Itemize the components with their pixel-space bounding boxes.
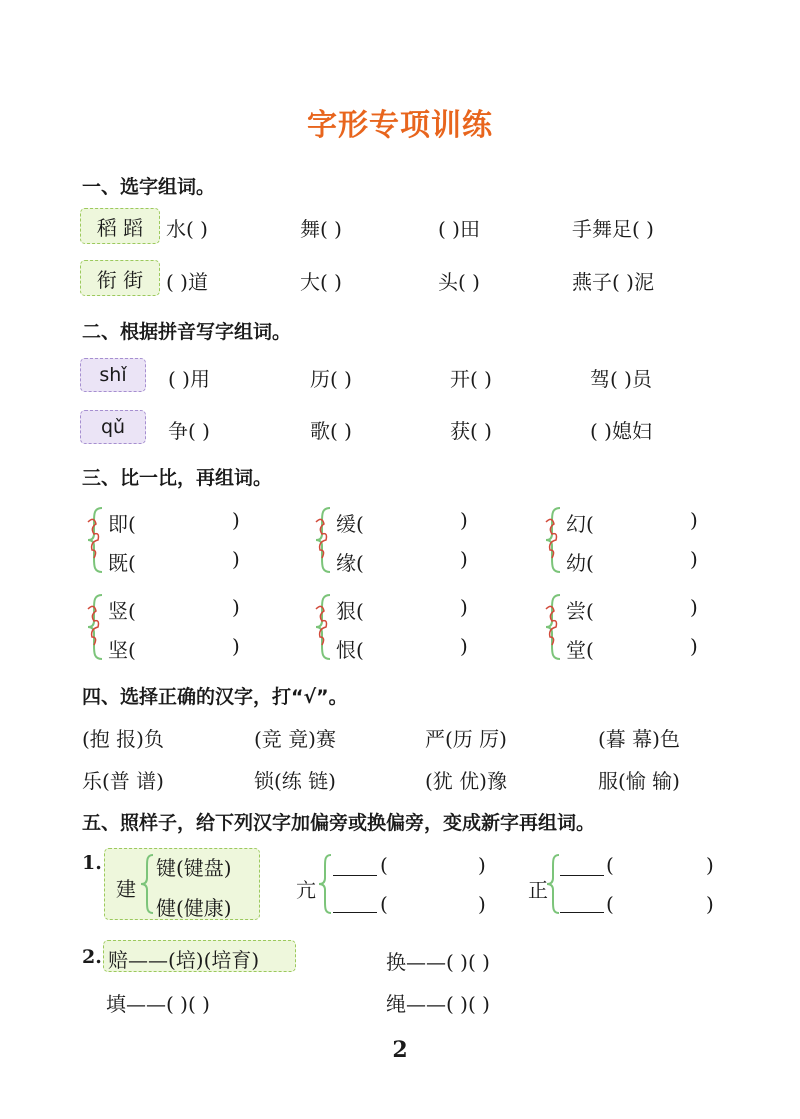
blank-line (333, 912, 377, 913)
q3-g2-b-close: ) (460, 547, 468, 571)
q3-g4-b: 坚( (108, 638, 136, 662)
q2-r1-item-1: ( )用 (168, 367, 210, 391)
q3-g4-a-close: ) (232, 595, 240, 619)
q2-r1-item-4: 驾( )员 (590, 367, 652, 391)
q1-r1-item-3: ( )田 (438, 217, 480, 241)
blank-line (560, 875, 604, 876)
q1-r2-item-1: ( )道 (166, 270, 208, 294)
q3-g6-a: 尝( (566, 599, 594, 623)
q3-g3-a-close: ) (690, 508, 698, 532)
kang-b-open: ( (380, 892, 388, 916)
brace-icon (138, 852, 156, 916)
q2-r1-item-2: 历( ) (310, 367, 352, 391)
q1-r2-item-3: 头( ) (438, 270, 480, 294)
q3-g3-a: 幻( (566, 512, 594, 536)
q3-g2-a: 缓( (336, 512, 364, 536)
section-2-heading: 二、根据拼音写字组词。 (82, 321, 292, 343)
example-a: 键(键盘) (156, 856, 232, 880)
page-number: 2 (392, 1037, 408, 1063)
kang-b-close: ) (478, 892, 486, 916)
q4-item-1: (抱 报)负 (82, 727, 164, 751)
choice-box-1: 稻 蹈 (80, 208, 160, 244)
q4-item-5: 乐(普 谱) (82, 769, 164, 793)
q1-r1-item-2: 舞( ) (300, 217, 342, 241)
brace-icon (308, 591, 338, 663)
q3-g1-a: 即( (108, 512, 136, 536)
q3-g5-b: 恨( (336, 638, 364, 662)
q4-item-8: 服(愉 输) (598, 769, 680, 793)
q3-g1-b-close: ) (232, 547, 240, 571)
example-root: 建 (116, 877, 136, 901)
q3-g6-a-close: ) (690, 595, 698, 619)
brace-icon (544, 852, 562, 916)
choice-box-2: 衔 街 (80, 260, 160, 296)
q2-r2-item-1: 争( ) (168, 419, 210, 443)
q1-r2-item-4: 燕子( )泥 (572, 270, 654, 294)
q5-2-item-1: 换——( )( ) (386, 950, 490, 974)
q1-r2-item-2: 大( ) (300, 270, 342, 294)
q3-g6-b-close: ) (690, 634, 698, 658)
kang-a-close: ) (478, 853, 486, 877)
zheng-a-open: ( (606, 853, 614, 877)
brace-icon (80, 591, 110, 663)
q1-r1-item-1: 水( ) (166, 217, 208, 241)
q3-g5-b-close: ) (460, 634, 468, 658)
blank-line (333, 875, 377, 876)
q3-g3-b-close: ) (690, 547, 698, 571)
q4-item-7: (犹 优)豫 (425, 769, 507, 793)
q3-g4-a: 竖( (108, 599, 136, 623)
q3-g4-b-close: ) (232, 634, 240, 658)
q5-2-item-3: 绳——( )( ) (386, 992, 490, 1016)
zheng-b-close: ) (706, 892, 714, 916)
brace-icon (538, 591, 568, 663)
example2-text: 赔——(培)(培育) (108, 948, 260, 972)
section-1-heading: 一、选字组词。 (82, 176, 216, 198)
section-3-heading: 三、比一比，再组词。 (82, 467, 273, 489)
brace-icon (538, 504, 568, 576)
q3-g1-a-close: ) (232, 508, 240, 532)
q3-g5-a-close: ) (460, 595, 468, 619)
q3-g2-a-close: ) (460, 508, 468, 532)
q2-r2-item-4: ( )媳妇 (590, 419, 652, 443)
brace-icon (316, 852, 334, 916)
pinyin-box-1: shǐ (80, 358, 146, 392)
zheng-b-open: ( (606, 892, 614, 916)
q5-2-item-2: 填——( )( ) (106, 992, 210, 1016)
q2-r2-item-2: 歌( ) (310, 419, 352, 443)
q2-r1-item-3: 开( ) (450, 367, 492, 391)
q5-number-1: 1. (82, 852, 102, 874)
q4-item-2: (竞 竟)赛 (254, 727, 336, 751)
q3-g6-b: 堂( (566, 638, 594, 662)
q5-number-2: 2. (82, 946, 102, 968)
root-zheng: 正 (528, 878, 548, 902)
q4-item-4: (暮 幕)色 (598, 727, 680, 751)
q1-r1-item-4: 手舞足( ) (572, 217, 654, 241)
q3-g5-a: 狠( (336, 599, 364, 623)
q3-g2-b: 缘( (336, 551, 364, 575)
pinyin-box-2: qǔ (80, 410, 146, 444)
example-b: 健(健康) (156, 896, 232, 920)
q4-item-3: 严(历 厉) (425, 727, 507, 751)
zheng-a-close: ) (706, 853, 714, 877)
kang-a-open: ( (380, 853, 388, 877)
root-kang: 亢 (296, 878, 316, 902)
brace-icon (308, 504, 338, 576)
section-5-heading: 五、照样子，给下列汉字加偏旁或换偏旁，变成新字再组词。 (82, 812, 596, 834)
section-4-heading: 四、选择正确的汉字，打“√”。 (82, 686, 348, 708)
page-title: 字形专项训练 (307, 108, 493, 143)
q2-r2-item-3: 获( ) (450, 419, 492, 443)
q4-item-6: 锁(练 链) (254, 769, 336, 793)
q3-g3-b: 幼( (566, 551, 594, 575)
brace-icon (80, 504, 110, 576)
blank-line (560, 912, 604, 913)
q3-g1-b: 既( (108, 551, 136, 575)
